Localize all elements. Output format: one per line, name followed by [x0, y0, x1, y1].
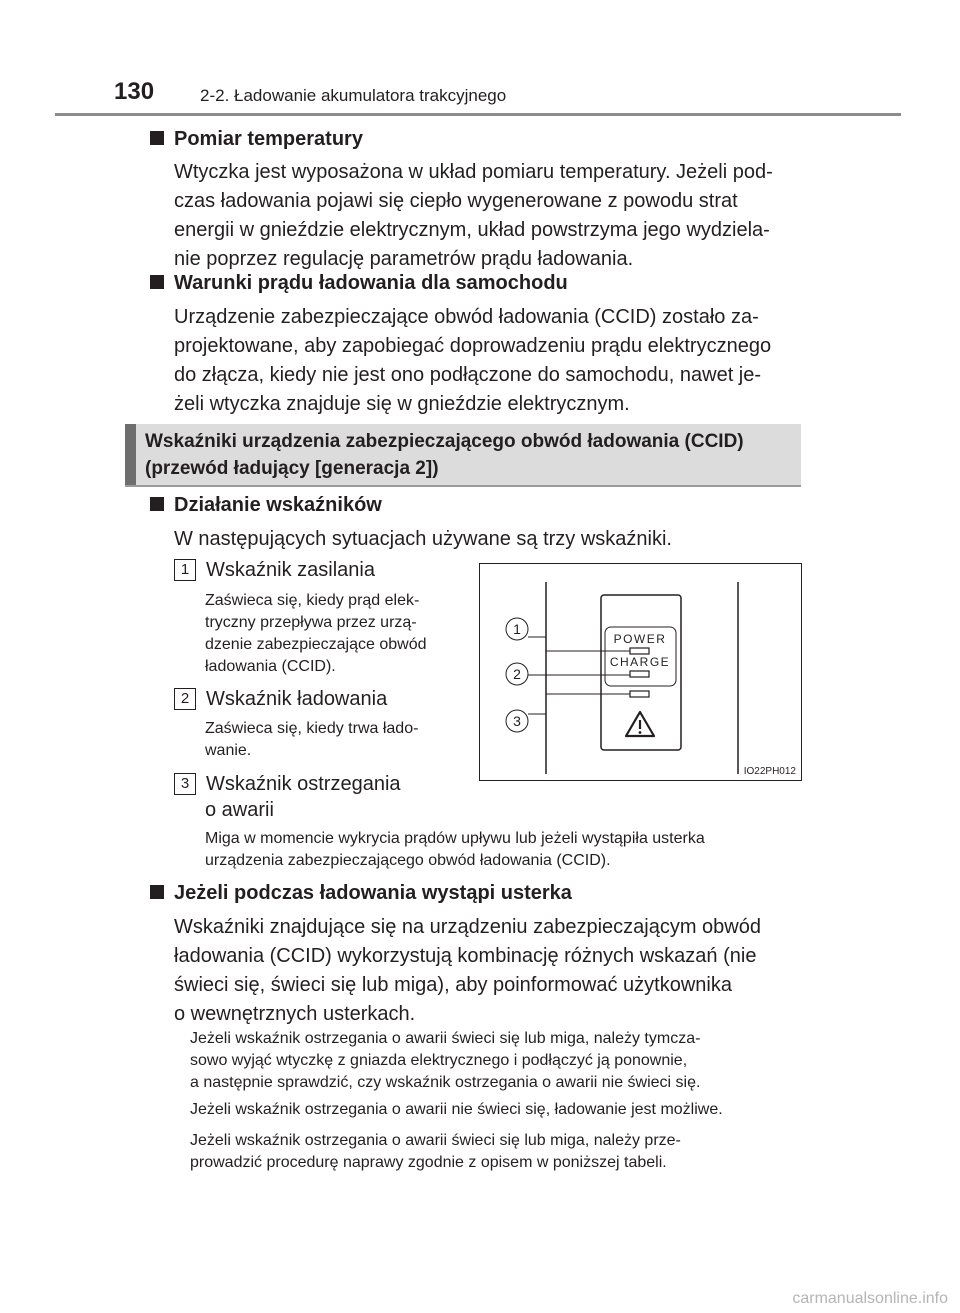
text-line: Wtyczka jest wyposażona w układ pomiaru temperatury. Jeżeli pod-: [174, 161, 773, 183]
square-bullet-icon: [150, 497, 164, 511]
subheading-temperature: Pomiar temperatury: [150, 128, 363, 151]
indicator-3-description: Miga w momencie wykrycia prądów upływu lub jeżeli wystąpiła usterka urządzenia zabezpieczającego obwód ładowania (CCID).: [205, 830, 705, 869]
paragraph-temperature: [174, 158, 800, 274]
indicator-1-title: 1 Wskaźnik zasilania: [174, 557, 375, 583]
indicator-3-title: 3 Wskaźnik ostrzegania o awarii: [174, 771, 401, 823]
text-line: świeci się, świeci się lub miga), aby poinformować użytkownika: [174, 974, 732, 996]
square-bullet-icon: [150, 885, 164, 899]
ccid-panel-illustration: [480, 564, 801, 780]
square-bullet-icon: [150, 131, 164, 145]
header-rule: [55, 113, 901, 116]
paragraph-fault: [174, 913, 800, 1029]
figure-code: IO22PH012: [743, 766, 796, 777]
text-line: energii w gnieździe elektrycznym, układ powstrzyma jego wydziela-: [174, 219, 770, 241]
fault-indicator-lamp: [630, 691, 649, 697]
callout-number-2: 2: [174, 688, 196, 710]
text-line: Wskaźniki znajdujące się na urządzeniu zabezpieczającym obwód: [174, 916, 761, 938]
page-number: 130: [114, 78, 155, 105]
subheading-fault: Jeżeli podczas ładowania wystąpi usterka: [150, 882, 572, 905]
section-bar-accent: [125, 424, 136, 485]
text-line: nie poprzez regulację parametrów prądu ładowania.: [174, 248, 634, 270]
text-line: Urządzenie zabezpieczające obwód ładowania (CCID) zostało za-: [174, 306, 759, 328]
square-bullet-icon: [150, 275, 164, 289]
indicator-2-description: Zaświeca się, kiedy trwa łado- wanie.: [205, 720, 419, 759]
section-title: Wskaźniki urządzenia zabezpieczającego obwód ładowania (CCID) (przewód ładujący [generacja 2]): [145, 431, 744, 479]
running-head: 2-2. Ładowanie akumulatora trakcyjnego: [200, 86, 507, 105]
power-indicator-lamp: [630, 648, 649, 654]
text-line: o wewnętrznych usterkach.: [174, 1003, 416, 1025]
text-line: żeli wtyczka znajduje się w gnieździe elektrycznym.: [174, 393, 630, 415]
paragraph-conditions: [174, 303, 800, 419]
indicator-1-description: Zaświeca się, kiedy prąd elek- tryczny przepływa przez urzą- dzenie zabezpieczające obwód ładowania (CCID).: [205, 592, 427, 675]
callout-number-3: 3: [174, 773, 196, 795]
text-line: projektowane, aby zapobiegać doprowadzeniu prądu elektrycznego: [174, 335, 772, 357]
footer-watermark: carmanualsonline.info: [792, 1290, 948, 1307]
charge-label: CHARGE: [609, 655, 671, 669]
ccid-indicator-diagram: [479, 563, 802, 781]
warning-exclamation-dot: [639, 731, 642, 734]
operation-intro: W następujących sytuacjach używane są trzy wskaźniki.: [174, 528, 672, 550]
subheading-conditions: Warunki prądu ładowania dla samochodu: [150, 272, 568, 295]
section-title-bar: [125, 424, 801, 485]
text-line: do złącza, kiedy nie jest ono podłączone do samochodu, nawet je-: [174, 364, 762, 386]
charge-indicator-lamp: [630, 671, 649, 677]
callout-number-1: 1: [174, 559, 196, 581]
callout-label-3: 3: [513, 713, 521, 729]
text-line: czas ładowania pojawi się ciepło wygenerowane z powodu strat: [174, 190, 738, 212]
callout-label-2: 2: [513, 666, 521, 682]
text-line: ładowania (CCID) wykorzystują kombinację różnych wskazań (nie: [174, 945, 757, 967]
power-label: POWER: [613, 632, 667, 646]
callout-label-1: 1: [513, 621, 521, 637]
fault-note-3: Jeżeli wskaźnik ostrzegania o awarii świeci się lub miga, należy prze- prowadzić procedurę naprawy zgodnie z opisem w poniższej tabeli.: [190, 1132, 681, 1171]
subheading-operation: Działanie wskaźników: [150, 494, 382, 517]
indicator-2-title: 2 Wskaźnik ładowania: [174, 686, 387, 712]
fault-note-2: Jeżeli wskaźnik ostrzegania o awarii nie świeci się, ładowanie jest możliwe.: [190, 1101, 723, 1118]
fault-note-1: Jeżeli wskaźnik ostrzegania o awarii świeci się lub miga, należy tymcza- sowo wyjąć wtyczkę z gniazda elektrycznego i podłączyć ją ponownie, a następnie sprawdzić, czy wskaźnik ostrzegania o awarii nie świeci się.: [190, 1030, 701, 1091]
section-bar-underline: [125, 485, 801, 487]
